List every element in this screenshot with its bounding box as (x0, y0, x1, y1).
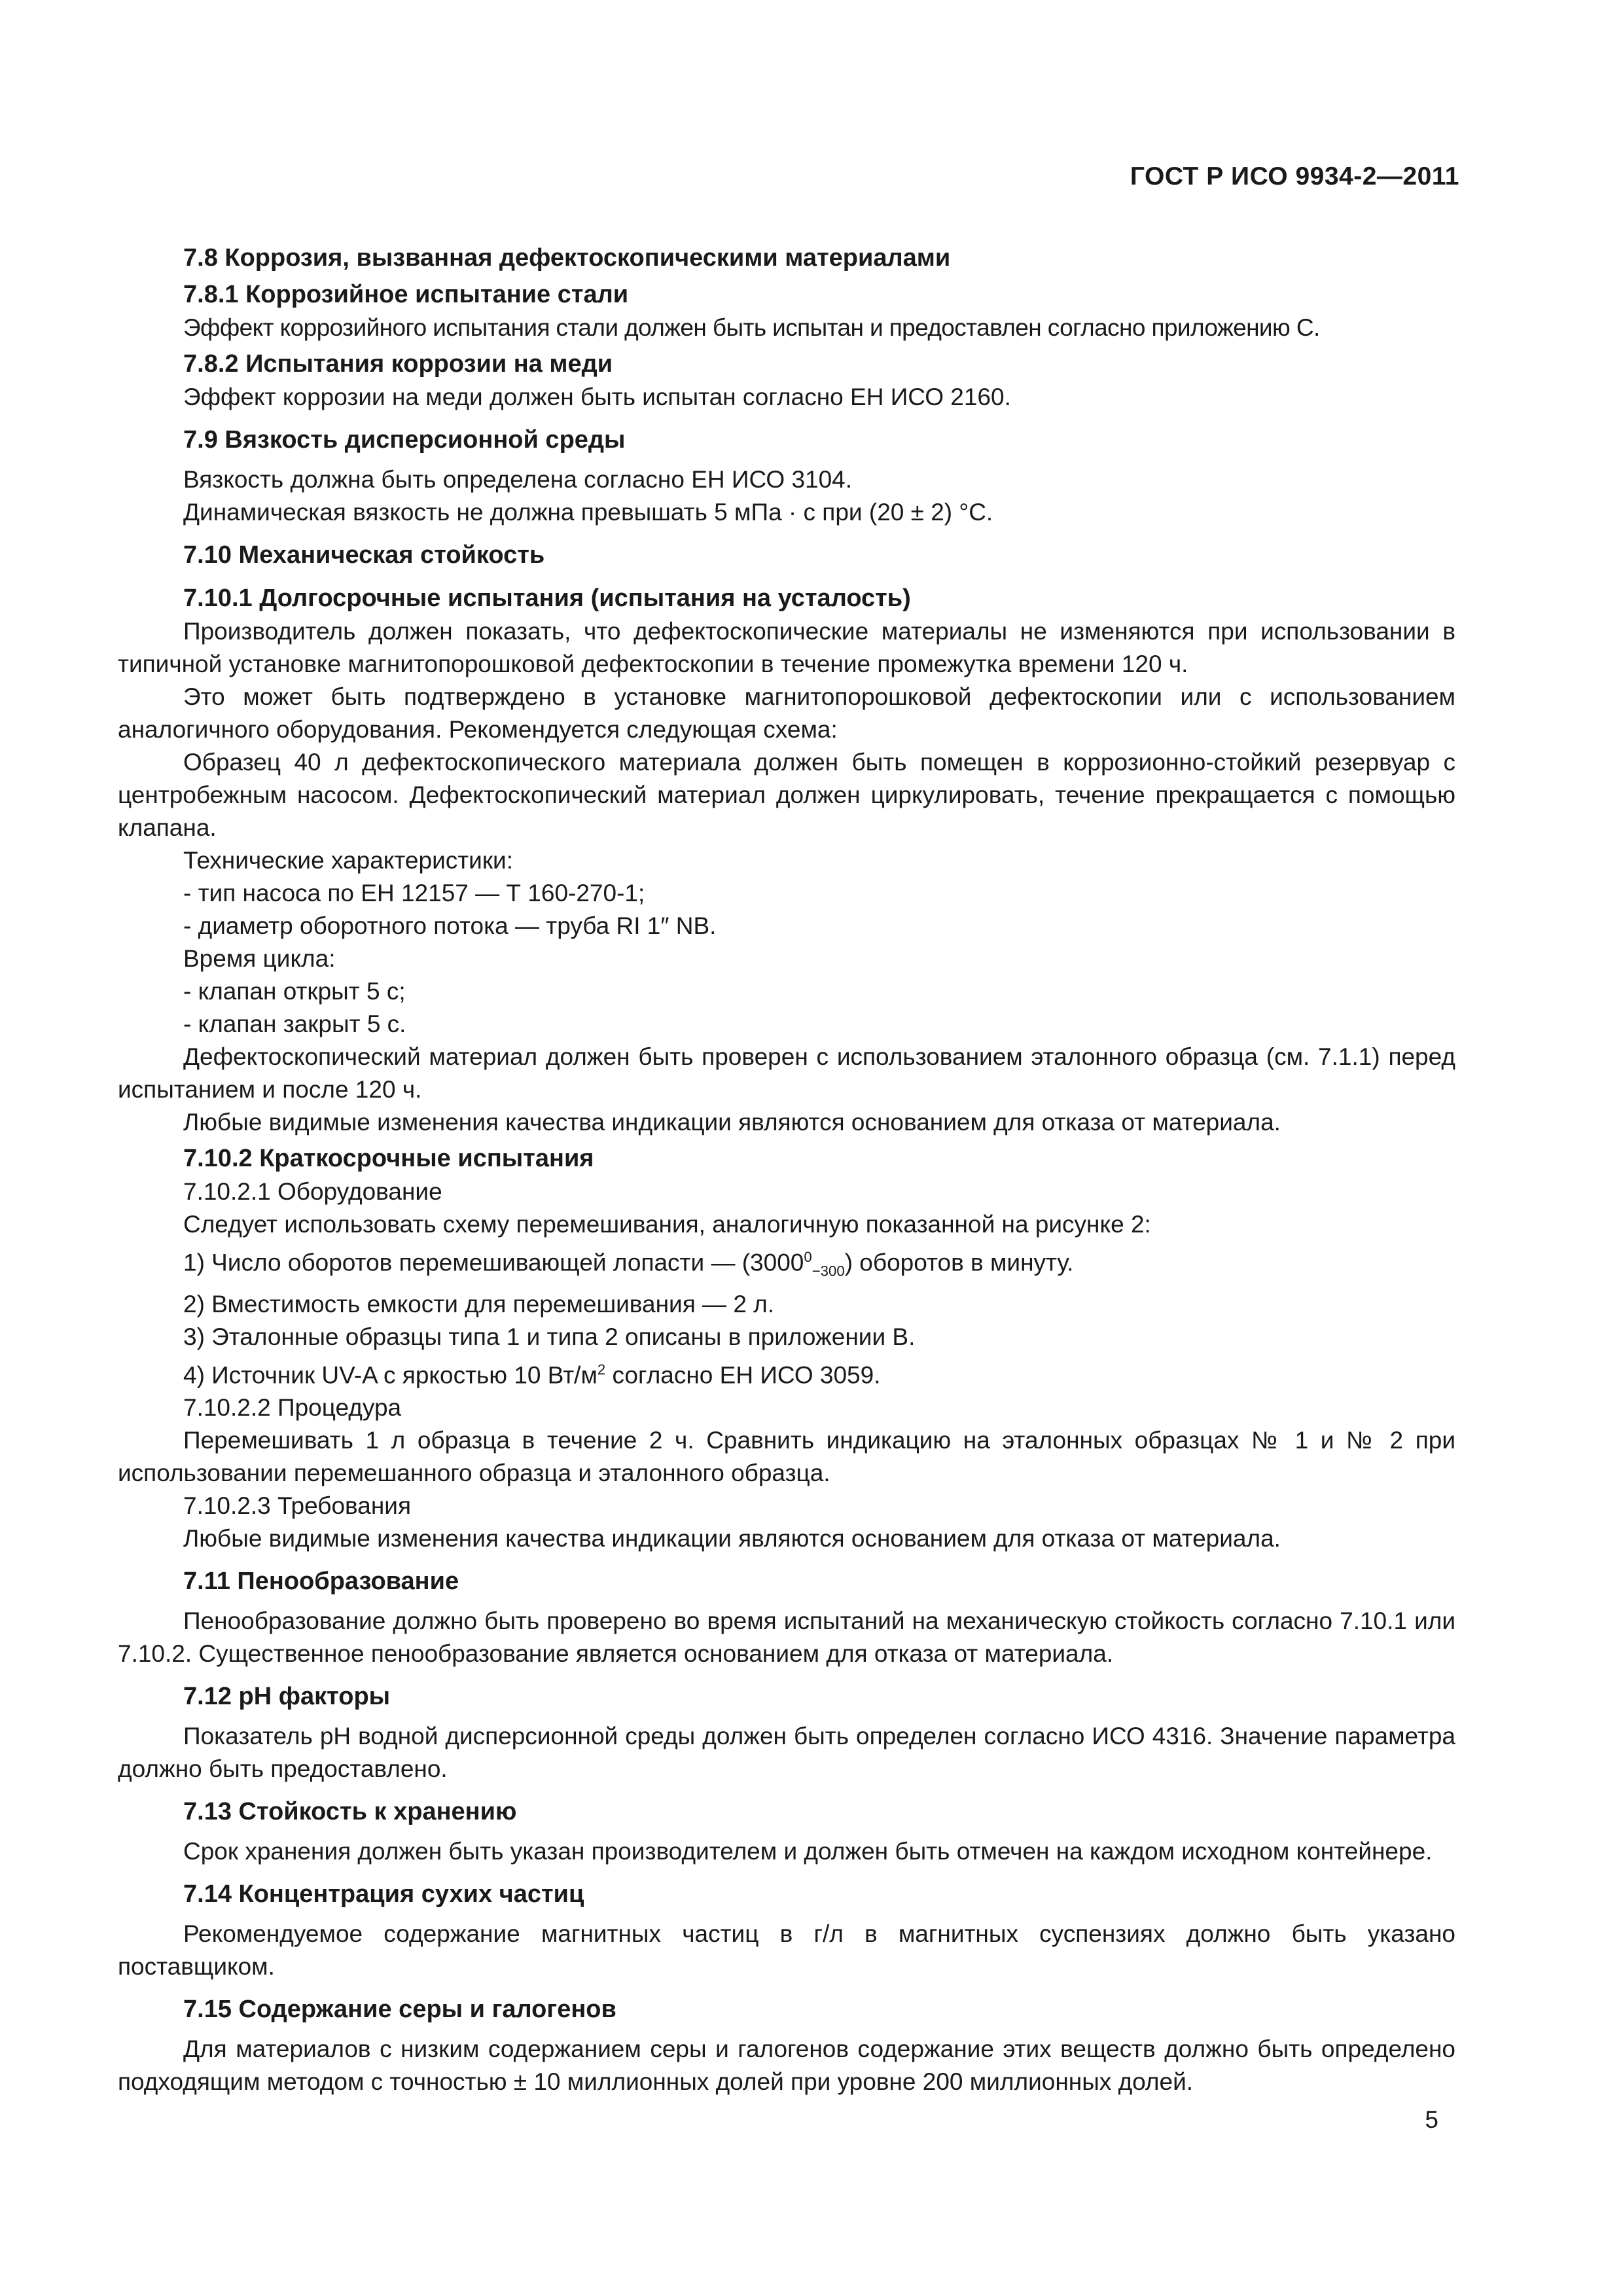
subsection-title: 7.10.2.1 Оборудование (183, 1178, 442, 1205)
document-code: ГОСТ Р ИСО 9934-2—2011 (1130, 162, 1459, 190)
list-item: - клапан открыт 5 с; (183, 978, 406, 1005)
paragraph: Эффект коррозийного испытания стали должен быть испытан и предоставлен согласно приложению С. (183, 314, 1320, 341)
list-item: 1) Число оборотов перемешивающей лопасти — $(3000^0_{-300})$ оборотов в минуту. (183, 1249, 1074, 1280)
paragraph: Образец 40 л дефектоскопического материала должен быть помещен в коррозионно-стойкий резервуар с центробежным насосом. Дефектоскопический материал должен циркулировать, течение прекращается с помощью клапана. (118, 749, 1455, 841)
section-heading: 7.9 Вязкость дисперсионной среды (183, 426, 626, 454)
paragraph: Производитель должен показать, что дефектоскопические материалы не изменяются при использовании в типичной установке магнитопорошковой дефектоскопии в течение промежутка времени 120 ч. (118, 618, 1455, 677)
section-heading: 7.10.1 Долгосрочные испытания (испытания на усталость) (183, 584, 911, 612)
paragraph: Показатель рН водной дисперсионной среды должен быть определен согласно ИСО 4316. Значение параметра должно быть предоставлено. (118, 1723, 1455, 1783)
section-heading: 7.8 Коррозия, вызванная дефектоскопическими материалами (183, 244, 951, 272)
section-heading: 7.12 рН факторы (183, 1683, 391, 1711)
paragraph: Пенообразование должно быть проверено во время испытаний на механическую стойкость согласно 7.10.1 или 7.10.2. Существенное пенообразование является основанием для отказа от материала. (118, 1607, 1455, 1668)
paragraph: Срок хранения должен быть указан производителем и должен быть отмечен на каждом исходном контейнере. (183, 1838, 1433, 1865)
paragraph: Технические характеристики: (183, 847, 513, 874)
paragraph: Дефектоскопический материал должен быть проверен с использованием эталонного образца (см. 7.1.1) перед испытанием и после 120 ч. (118, 1043, 1455, 1103)
subsection-title: 7.10.2.2 Процедура (183, 1394, 402, 1422)
paragraph: Рекомендуемое содержание магнитных частиц в г/л в магнитных суспензиях должно быть указано поставщиком. (118, 1920, 1455, 1981)
section-heading: 7.10 Механическая стойкость (183, 541, 545, 569)
list-item: - клапан закрыт 5 с. (183, 1011, 406, 1037)
paragraph: Эффект коррозии на меди должен быть испытан согласно ЕН ИСО 2160. (183, 384, 1011, 410)
paragraph: Перемешивать 1 л образца в течение 2 ч. Сравнить индикацию на эталонных образцах № 1 и № 2 при использовании перемешанного образца и эталонного образца. (118, 1427, 1455, 1487)
page-number: 5 (1425, 2106, 1438, 2133)
list-item: - тип насоса по ЕН 12157 — Т 160-270-1; (183, 880, 645, 906)
paragraph: Время цикла: (183, 945, 336, 972)
section-heading: 7.10.2 Краткосрочные испытания (183, 1145, 594, 1172)
paragraph: Любые видимые изменения качества индикации являются основанием для отказа от материала. (183, 1525, 1281, 1552)
list-item: 3) Эталонные образцы типа 1 и типа 2 описаны в приложении В. (183, 1323, 916, 1350)
paragraph: Следует использовать схему перемешивания, аналогичную показанной на рисунке 2: (183, 1211, 1151, 1238)
section-heading: 7.11 Пенообразование (183, 1568, 459, 1596)
list-item: 2) Вместимость емкости для перемешивания — 2 л. (183, 1290, 775, 1318)
document-body (118, 238, 1455, 2098)
paragraph: Любые видимые изменения качества индикации являются основанием для отказа от материала. (183, 1109, 1281, 1136)
paragraph: Для материалов с низким содержанием серы и галогенов содержание этих веществ должно быть определено подходящим методом с точностью ± 10 миллионных долей при уровне 200 миллионных долей. (118, 2036, 1455, 2096)
list-item: - диаметр оборотного потока — труба RI 1″ NB. (183, 912, 717, 939)
section-heading: 7.14 Концентрация сухих частиц (183, 1880, 584, 1909)
section-heading: 7.8.1 Коррозийное испытание стали (183, 281, 629, 308)
paragraph: Динамическая вязкость не должна превышать 5 мПа · с при (20 ± 2) °С. (183, 499, 993, 526)
paragraph: Это может быть подтверждено в установке магнитопорошковой дефектоскопии или с использованием аналогичного оборудования. Рекомендуется следующая схема: (118, 683, 1455, 743)
list-item: 4) Источник UV-A с яркостью 10 $Вт/м^2$ согласно ЕН ИСО 3059. (183, 1361, 881, 1389)
section-heading: 7.8.2 Испытания коррозии на меди (183, 350, 613, 378)
section-heading: 7.13 Стойкость к хранению (183, 1798, 517, 1826)
section-heading: 7.15 Содержание серы и галогенов (183, 1996, 616, 2024)
paragraph: Вязкость должна быть определена согласно ЕН ИСО 3104. (183, 466, 853, 493)
subsection-title: 7.10.2.3 Требования (183, 1492, 411, 1520)
